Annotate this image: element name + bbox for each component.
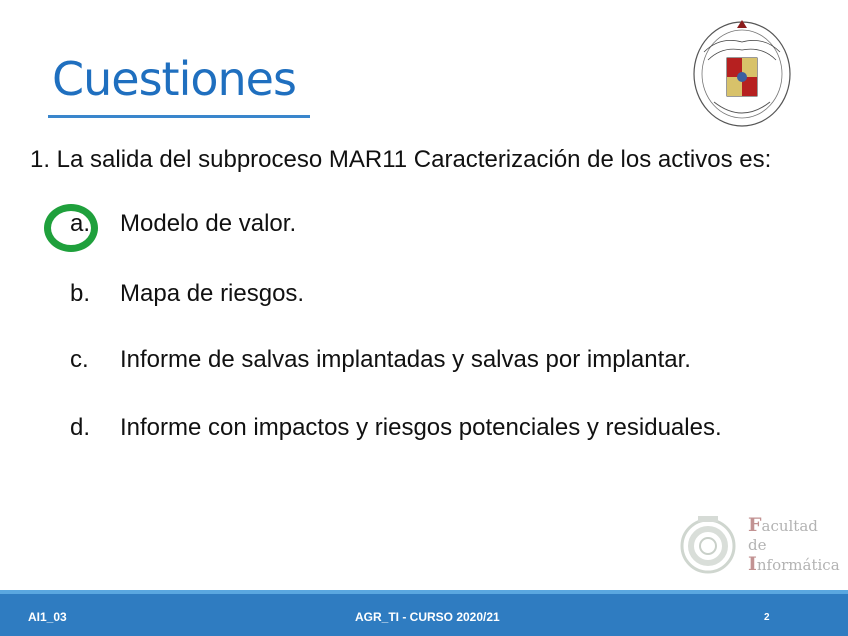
footer-course-code: AI1_03: [28, 610, 67, 624]
option-text: Informe con impactos y riesgos potenciales y residuales.: [120, 414, 722, 441]
slide-title: Cuestiones: [52, 52, 296, 106]
page-number: 2: [764, 612, 770, 623]
footer-bar: [0, 590, 848, 636]
faculty-emblem-icon: [676, 512, 740, 576]
option-letter: b.: [70, 280, 91, 307]
option-text: Modelo de valor.: [120, 210, 297, 237]
question-text: 1. La salida del subproceso MAR11 Caracterización de los activos es:: [30, 146, 772, 173]
faculty-name: [748, 516, 840, 575]
option-letter: a.: [70, 210, 91, 237]
faculty-line-2: de: [748, 536, 767, 554]
option-text: Mapa de riesgos.: [120, 280, 305, 307]
university-seal-icon: [690, 12, 794, 130]
faculty-line-1: Facultad: [748, 514, 818, 536]
footer-course-title: AGR_TI - CURSO 2020/21: [355, 610, 500, 624]
option-letter: c.: [70, 346, 89, 373]
option-letter: d.: [70, 414, 91, 441]
faculty-logo: [676, 512, 840, 580]
faculty-line-3: Informática: [748, 553, 840, 575]
title-underline: [48, 115, 310, 118]
option-text: Informe de salvas implantadas y salvas por implantar.: [120, 346, 691, 373]
